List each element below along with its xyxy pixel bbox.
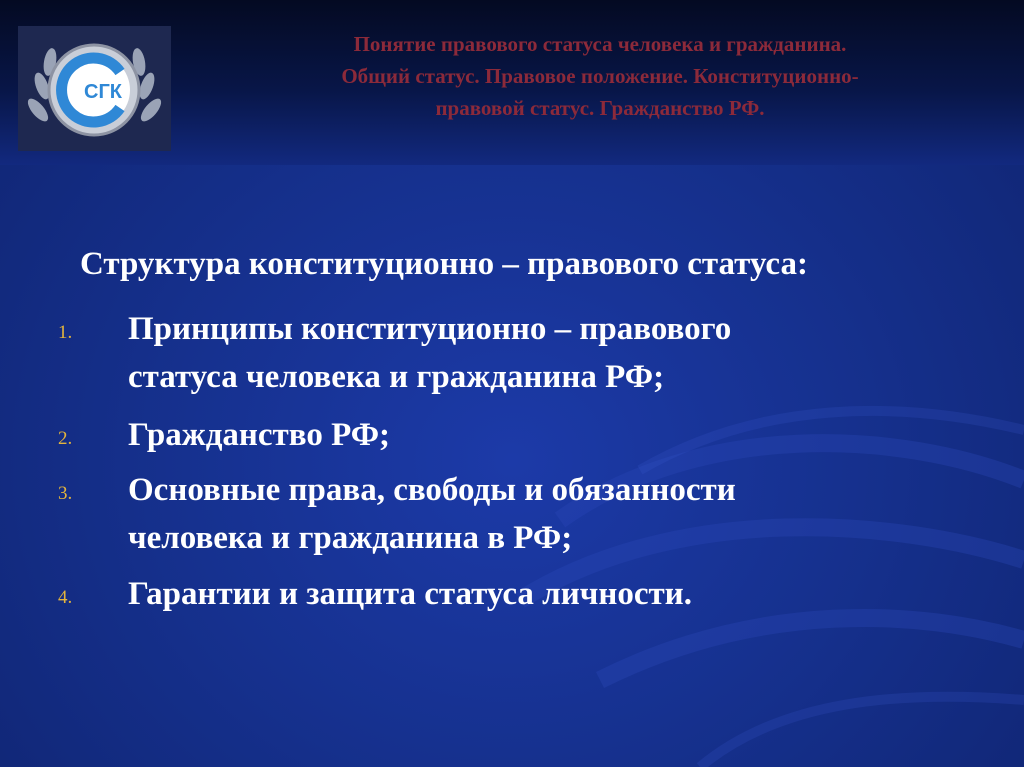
list-number: 3. [58, 483, 73, 504]
title-line: Понятие правового статуса человека и гражданина. [353, 32, 847, 56]
logo [18, 26, 171, 151]
slide-title [210, 28, 990, 124]
logo-text: СГК [84, 81, 122, 103]
list-item-line: человека и гражданина в РФ; [128, 520, 573, 556]
list-item-line: Принципы конституционно – правового [128, 311, 732, 347]
content-heading: Структура конституционно – правового статуса: [80, 246, 808, 282]
title-line: правовой статус. Гражданство РФ. [435, 96, 765, 120]
list-item-line: статуса человека и гражданина РФ; [128, 359, 665, 395]
title-line: Общий статус. Правовое положение. Конституционно- [341, 64, 859, 88]
list-item-line: Гражданство РФ; [128, 417, 391, 453]
list-item-line: Основные права, свободы и обязанности [128, 472, 736, 508]
list-number: 4. [58, 587, 73, 608]
list-number: 2. [58, 428, 73, 449]
list-number: 1. [58, 322, 73, 343]
logo-emblem-icon [18, 26, 171, 151]
list-item-line: Гарантии и защита статуса личности. [128, 576, 692, 612]
